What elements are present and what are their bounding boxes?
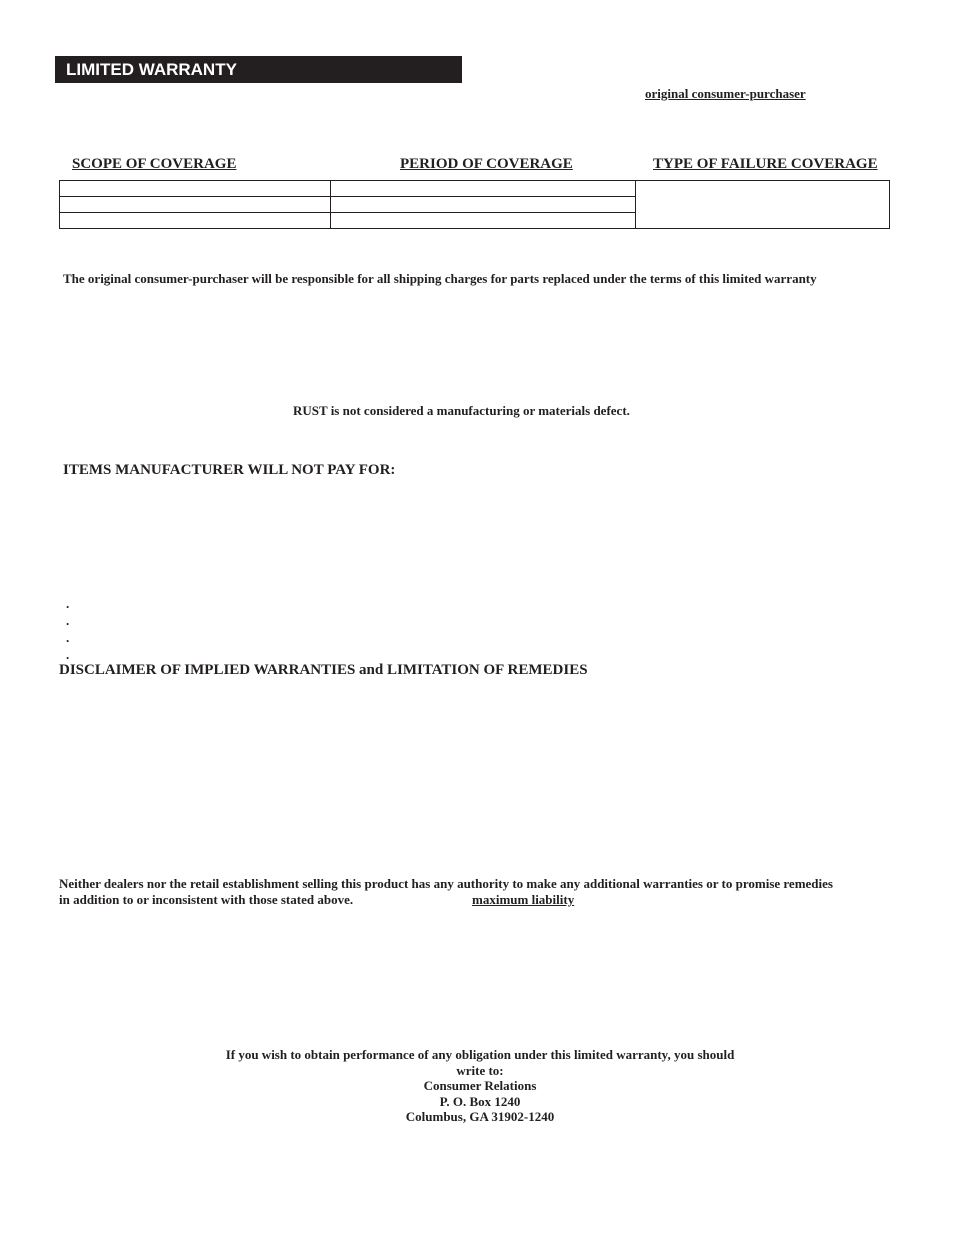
contact-block — [0, 1047, 954, 1125]
table-cell — [59, 212, 331, 229]
contact-line-4: P. O. Box 1240 — [439, 1093, 521, 1109]
table-cell — [330, 212, 636, 229]
shipping-note: The original consumer-purchaser will be responsible for all shipping charges for parts replaced under the terms of this limited warranty — [63, 271, 817, 286]
list-item: . — [66, 596, 70, 611]
table-cell — [635, 180, 890, 229]
dealers-line-1: Neither dealers nor the retail establishment selling this product has any authority to make any additional warranties or to promise remedies — [59, 876, 833, 891]
maximum-liability-label: maximum liability — [472, 892, 575, 907]
disclaimer-heading: DISCLAIMER OF IMPLIED WARRANTIES and LIMITATION OF REMEDIES — [59, 662, 588, 678]
contact-line-5: Columbus, GA 31902-1240 — [405, 1109, 555, 1125]
table-cell — [330, 180, 636, 197]
contact-line-3: Consumer Relations — [423, 1078, 537, 1094]
header-type-of-failure-coverage: TYPE OF FAILURE COVERAGE — [653, 156, 878, 172]
rust-note: RUST is not considered a manufacturing or materials defect. — [293, 403, 630, 418]
items-heading: ITEMS MANUFACTURER WILL NOT PAY FOR: — [63, 462, 396, 478]
table-cell — [59, 180, 331, 197]
list-item: . — [66, 647, 70, 662]
header-scope-of-coverage: SCOPE OF COVERAGE — [72, 156, 237, 172]
table-cell — [330, 196, 636, 213]
list-item: . — [66, 630, 70, 645]
dealers-line-2: in addition to or inconsistent with those stated above. — [59, 892, 354, 907]
contact-line-1: If you wish to obtain performance of any obligation under this limited warranty, you should — [225, 1047, 735, 1062]
consumer-purchaser-label: original consumer-purchaser — [645, 86, 806, 101]
table-cell — [59, 196, 331, 213]
contact-line-2: write to: — [456, 1062, 504, 1078]
page-title: LIMITED WARRANTY — [55, 56, 462, 83]
header-period-of-coverage: PERIOD OF COVERAGE — [400, 156, 573, 172]
list-item: . — [66, 613, 70, 628]
coverage-table — [59, 180, 890, 229]
